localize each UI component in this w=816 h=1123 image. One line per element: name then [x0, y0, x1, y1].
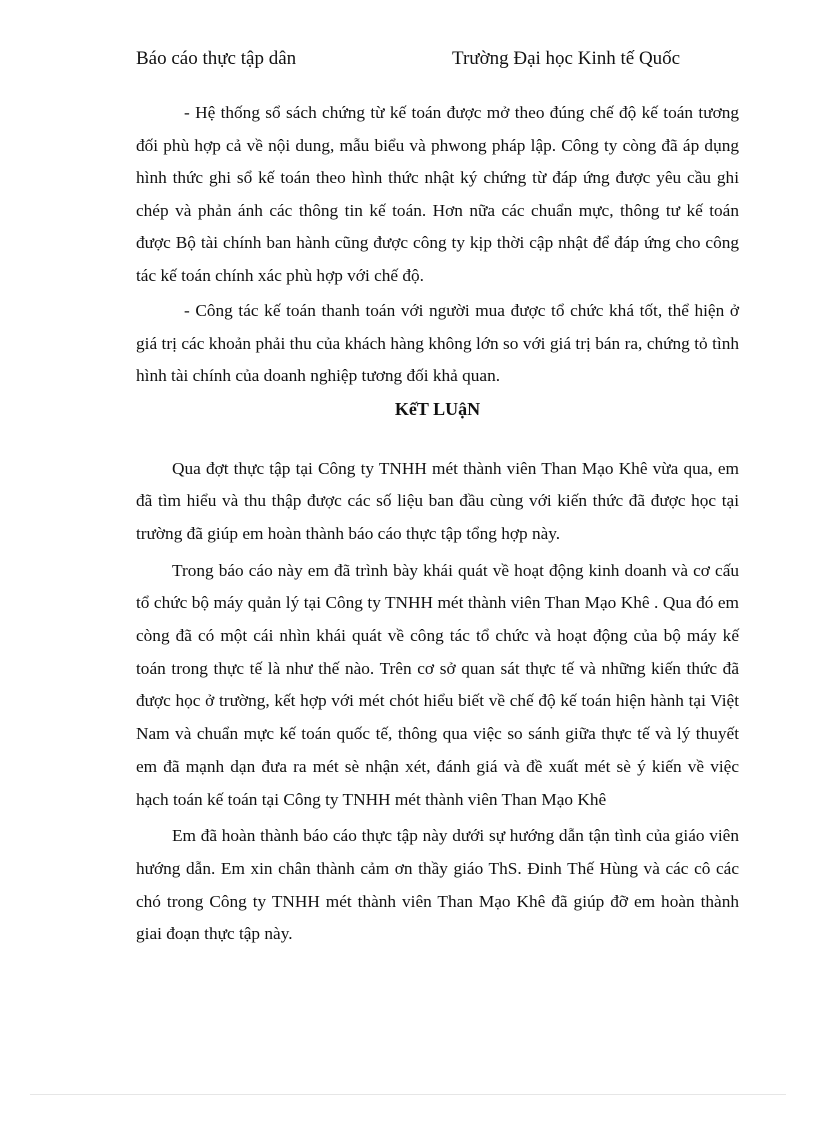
section-heading-conclusion: KếT LUậN — [394, 398, 481, 419]
header-right-text: Trường Đại học Kinh tế Quốc — [452, 48, 681, 69]
page-header — [136, 47, 726, 97]
document-body — [136, 97, 739, 955]
paragraph-report-summary: Trong báo cáo này em đã trình bày khái quát về hoạt động kinh doanh và cơ cấu tổ chức bộ máy quản lý tại Công ty TNHH mét thành viên Than Mạo Khê . Qua đó em còng đã có một cái nhìn khái quát về công tác tổ chức và hoạt động của bộ máy kế toán trong thực tế là như thế nào. Trên cơ sở quan sát thực tế và những kiến thức đã được học ở trường, kết hợp với mét chót hiểu biết về chế độ kế toán hiện hành tại Việt Nam và chuẩn mực kế toán quốc tế, thông qua việc so sánh giữa thực tế và lý thuyết em đã mạnh dạn đưa ra mét sè nhận xét, đánh giá và đề xuất mét sè ý kiến về việc hạch toán kế toán tại Công ty TNHH mét thành viên Than Mạo Khê — [136, 560, 739, 809]
paragraph-acknowledgement: Em đã hoàn thành báo cáo thực tập này dưới sự hướng dẫn tận tình của giáo viên hướng dẫn. Em xin chân thành cảm ơn thầy giáo ThS. Đinh Thế Hùng và các cô các chó trong Công ty TNHH mét thành viên Than Mạo Khê đã giúp đỡ em hoàn thành giai đoạn thực tập này. — [136, 826, 739, 944]
page-bottom-divider — [30, 1094, 786, 1095]
paragraph-internship-intro: Qua đợt thực tập tại Công ty TNHH mét thành viên Than Mạo Khê vừa qua, em đã tìm hiểu và thu thập được các số liệu ban đầu cùng với kiến thức đã được học tại trường đã giúp em hoàn thành báo cáo thực tập tổng hợp này. — [136, 458, 739, 543]
paragraph-payment-accounting: - Công tác kế toán thanh toán với người mua được tổ chức khá tốt, thể hiện ở giá trị các khoản phải thu của khách hàng không lớn so với giá trị bán ra, chứng tỏ tình hình tài chính của doanh nghiệp tương đối khả quan. — [136, 301, 739, 385]
paragraph-accounting-books: - Hệ thống sổ sách chứng từ kế toán được mở theo đúng chế độ kế toán tương đối phù hợp cả về nội dung, mẫu biểu và phwong pháp lập. Công ty còng đã áp dụng hình thức ghi sổ kế toán theo hình thức nhật ký chứng từ đáp ứng được yêu cầu ghi chép và phản ánh các thông tin kế toán. Hơn nữa các chuẩn mực, thông tư kế toán được Bộ tài chính ban hành cũng được công ty kịp thời cập nhật để đáp ứng cho công tác kế toán chính xác phù hợp với chế độ. — [136, 103, 739, 285]
header-left-text: Báo cáo thực tập dân — [136, 48, 297, 69]
